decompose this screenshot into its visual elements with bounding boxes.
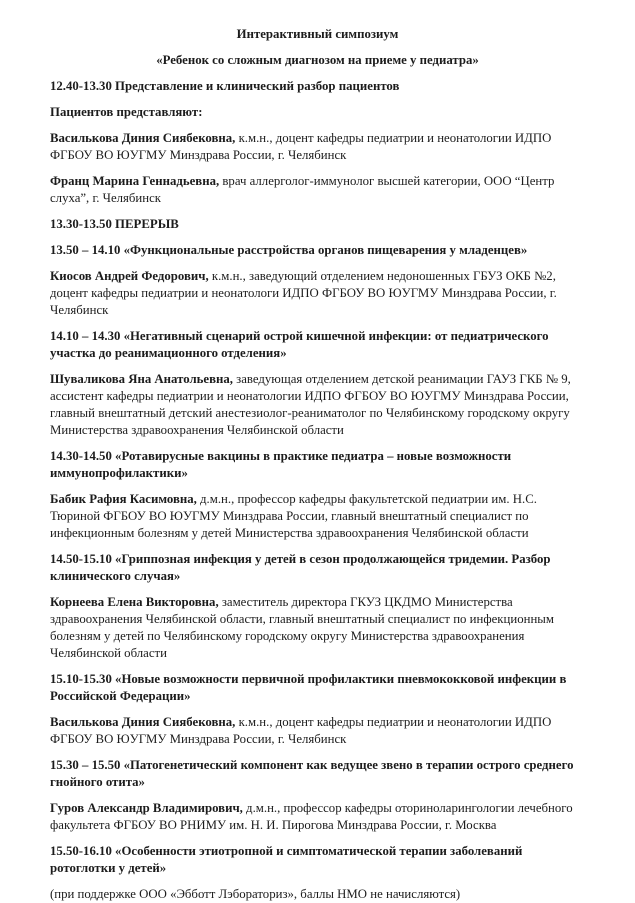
session-heading: 15.50-16.10 «Особенности этиотропной и симптоматической терапии заболеваний ротоглотки у детей»: [50, 844, 523, 875]
session-heading: 15.30 – 15.50 «Патогенетический компонент как ведущее звено в терапии острого среднего гнойного отита»: [50, 758, 574, 789]
speaker-paragraph: [50, 800, 585, 834]
speaker-paragraph: [50, 714, 585, 748]
session-heading: 13.50 – 14.10 «Функциональные расстройства органов пищеварения у младенцев»: [50, 243, 528, 257]
speaker-description: к.м.н., доцент кафедры педиатрии и неонатологии ИДПО ФГБОУ ВО ЮУГМУ Минздрава России, г. Челябинск: [50, 715, 552, 746]
speaker-name: Шуваликова Яна Анатольевна,: [50, 372, 233, 386]
speaker-name: Гуров Александр Владимирович,: [50, 801, 243, 815]
speaker-description: д.м.н., профессор кафедры оториноларингологии лечебного факультета ФГБОУ ВО РНИМУ им. Н. И. Пирогова Минздрава России, г. Москва: [50, 801, 573, 832]
speaker-description: к.м.н., заведующий отделением недоношенных ГБУЗ ОКБ №2, доцент кафедры педиатрии и неонатологи ИДПО ФГБОУ ВО ЮУГМУ Минздрава России, г. Челябинск: [50, 269, 557, 317]
speaker-paragraph: [50, 594, 585, 662]
speaker-paragraph: [50, 173, 585, 207]
document-title: Интерактивный симпозиум: [236, 27, 399, 41]
session-heading: 15.10-15.30 «Новые возможности первичной профилактики пневмококковой инфекции в Российской Федерации»: [50, 672, 567, 703]
session-heading: 14.30-14.50 «Ротавирусные вакцины в практике педиатра – новые возможности иммунопрофилактики»: [50, 449, 512, 480]
session-heading: Пациентов представляют:: [50, 105, 203, 119]
speaker-name: Киосов Андрей Федорович,: [50, 269, 209, 283]
speaker-paragraph: [50, 491, 585, 542]
speaker-paragraph: [50, 130, 585, 164]
note-paragraph: (при поддержке ООО «Эбботт Лэбораториз», баллы НМО не начисляются): [50, 887, 461, 901]
document-body: [50, 78, 585, 903]
document-subtitle: «Ребенок со сложным диагнозом на приеме у педиатра»: [156, 53, 479, 67]
session-heading: 14.50-15.10 «Гриппозная инфекция у детей в сезон продолжающейся тридемии. Разбор клинического случая»: [50, 552, 551, 583]
session-heading: 14.10 – 14.30 «Негативный сценарий острой кишечной инфекции: от педиатрического участка до реанимационного отделения»: [50, 329, 549, 360]
speaker-description: заведующая отделением детской реанимации ГАУЗ ГКБ № 9, ассистент кафедры педиатрии и неонатологии ИДПО ФГБОУ ВО ЮУГМУ Минздрава России, главный внештатный детский анестезиолог-реаниматолог по Челябинскому городскому округу Министерства здравоохранения Челябинской области: [50, 372, 571, 437]
speaker-description: к.м.н., доцент кафедры педиатрии и неонатологии ИДПО ФГБОУ ВО ЮУГМУ Минздрава России, г. Челябинск: [50, 131, 552, 162]
session-heading: 13.30-13.50 ПЕРЕРЫВ: [50, 217, 179, 231]
speaker-paragraph: [50, 268, 585, 319]
speaker-name: Корнеева Елена Викторовна,: [50, 595, 219, 609]
speaker-name: Франц Марина Геннадьевна,: [50, 174, 220, 188]
session-heading: 12.40-13.30 Представление и клинический разбор пациентов: [50, 79, 400, 93]
speaker-name: Василькова Диния Сиябековна,: [50, 131, 236, 145]
speaker-description: заместитель директора ГКУЗ ЦКДМО Министерства здравоохранения Челябинской области, главный внештатный специалист по инфекционным болезням у детей по Челябинскому городскому округу Министерства здравоохранения Челябинской области: [50, 595, 555, 660]
speaker-description: врач аллерголог-иммунолог высшей категории, ООО “Центр слуха”, г. Челябинск: [50, 174, 555, 205]
speaker-name: Бабик Рафия Касимовна,: [50, 492, 197, 506]
speaker-description: д.м.н., профессор кафедры факультетской педиатрии им. Н.С. Тюриной ФГБОУ ВО ЮУГМУ Минздрава России, главный внештатный специалист по инфекционным болезням у детей Министерства здравоохранения Челябинской области: [50, 492, 537, 540]
speaker-name: Василькова Диния Сиябековна,: [50, 715, 236, 729]
speaker-paragraph: [50, 371, 585, 439]
